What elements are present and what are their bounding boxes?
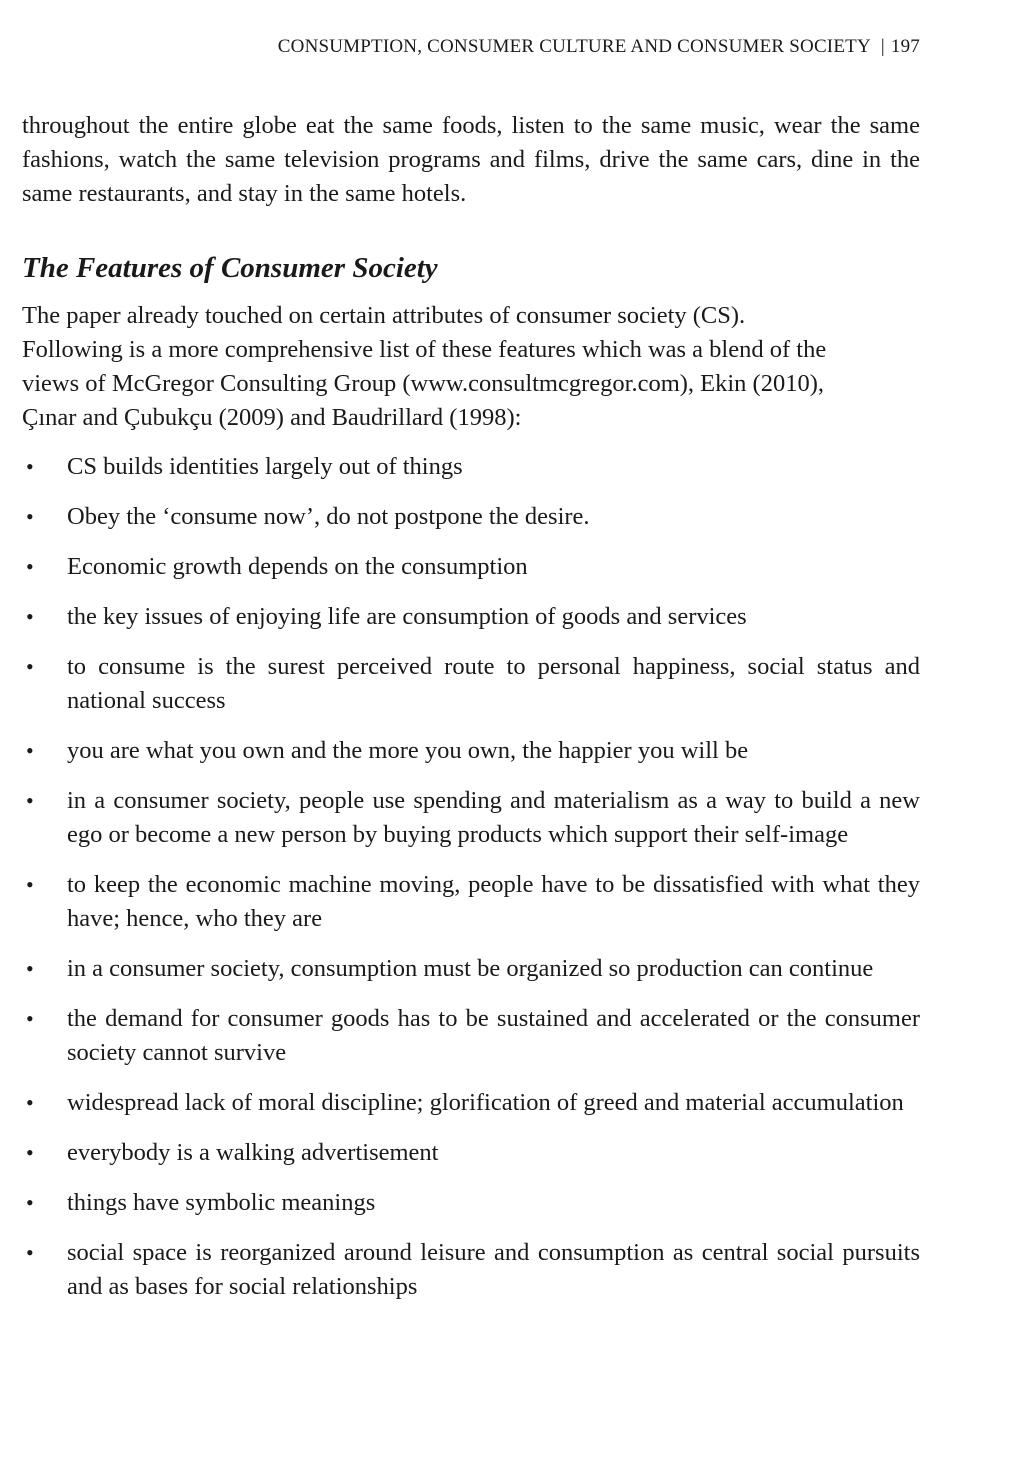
list-item-text: the key issues of enjoying life are consumption of goods and services — [67, 603, 747, 630]
intro-paragraph: throughout the entire globe eat the same foods, listen to the same music, wear the same fashions, watch the same television programs and films, drive the same cars, dine in the same restaurants, and stay in the same hotels. — [22, 112, 920, 207]
list-item-text: to keep the economic machine moving, people have to be dissatisfied with what they have; hence, who they are — [67, 871, 920, 932]
paragraph-line: views of McGregor Consulting Group (www.consultmcgregor.com), Ekin (2010), — [22, 370, 825, 397]
section-paragraph — [22, 299, 920, 435]
list-item-text: you are what you own and the more you own, the happier you will be — [67, 737, 749, 764]
bullet-icon: • — [26, 604, 34, 629]
bullet-icon: • — [26, 554, 34, 579]
bullet-icon: • — [26, 956, 34, 981]
bullet-icon: • — [26, 1090, 34, 1115]
list-item — [22, 450, 920, 484]
paragraph-line: Following is a more comprehensive list of these features which was a blend of the — [22, 336, 827, 363]
list-item-text: social space is reorganized around leisure and consumption as central social pursuits and as bases for social relationships — [67, 1239, 920, 1300]
bullet-icon: • — [26, 1006, 34, 1031]
running-title: CONSUMPTION, CONSUMER CULTURE AND CONSUMER SOCIETY — [277, 36, 871, 57]
running-header — [278, 36, 920, 58]
bullet-icon: • — [26, 788, 34, 813]
list-item-text: widespread lack of moral discipline; glorification of greed and material accumulation — [67, 1089, 904, 1116]
bullet-icon: • — [26, 738, 34, 763]
paragraph-line: Çınar and Çubukçu (2009) and Baudrillard (1998): — [22, 404, 522, 431]
list-item — [22, 1136, 920, 1170]
list-item — [22, 1186, 920, 1220]
list-item-text: CS builds identities largely out of things — [67, 453, 463, 480]
list-item-text: Economic growth depends on the consumption — [67, 553, 528, 580]
paragraph-line: The paper already touched on certain attributes of consumer society (CS). — [22, 302, 746, 329]
list-item — [22, 734, 920, 768]
list-item — [22, 650, 920, 718]
list-item-text: to consume is the surest perceived route to personal happiness, social status and national success — [67, 653, 920, 714]
list-item-text: Obey the ‘consume now’, do not postpone the desire. — [67, 503, 590, 530]
list-item — [22, 784, 920, 852]
list-item-text: things have symbolic meanings — [67, 1189, 376, 1216]
header-separator: | — [880, 36, 885, 57]
section-heading: The Features of Consumer Society — [22, 252, 438, 284]
bullet-icon: • — [26, 1140, 34, 1165]
bullet-icon: • — [26, 1240, 34, 1265]
list-item-text: the demand for consumer goods has to be sustained and accelerated or the consumer society cannot survive — [67, 1005, 920, 1066]
bullet-icon: • — [26, 872, 34, 897]
list-item — [22, 550, 920, 584]
list-item — [22, 500, 920, 534]
features-list — [22, 450, 920, 1320]
list-item-text: in a consumer society, consumption must be organized so production can continue — [67, 955, 874, 982]
page-number: 197 — [890, 36, 920, 57]
list-item — [22, 1236, 920, 1304]
list-item — [22, 952, 920, 986]
bullet-icon: • — [26, 1190, 34, 1215]
list-item — [22, 868, 920, 936]
bullet-icon: • — [26, 504, 34, 529]
list-item-text: in a consumer society, people use spending and materialism as a way to build a new ego or become a new person by buying products which support their self-image — [67, 787, 920, 848]
list-item-text: everybody is a walking advertisement — [67, 1139, 439, 1166]
list-item — [22, 1002, 920, 1070]
list-item — [22, 1086, 920, 1120]
bullet-icon: • — [26, 454, 34, 479]
bullet-icon: • — [26, 654, 34, 679]
list-item — [22, 600, 920, 634]
